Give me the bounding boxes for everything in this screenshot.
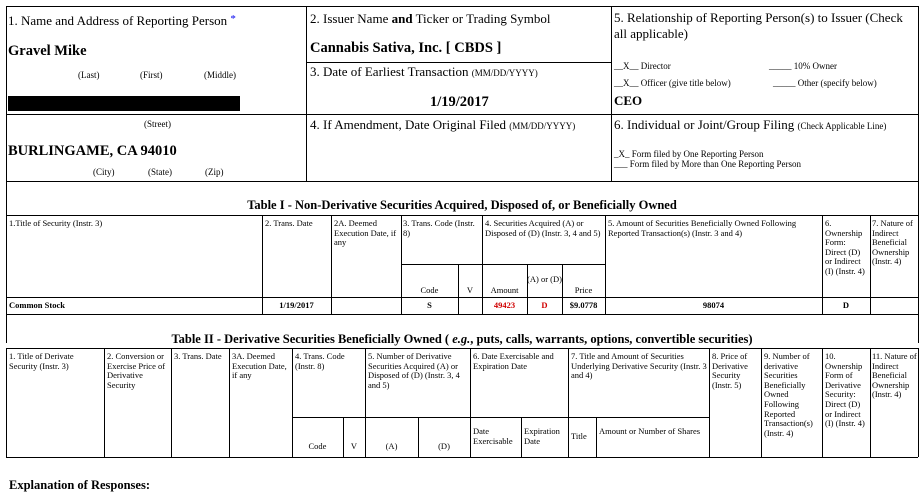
table2-title: Table II - Derivative Securities Beneficially Owned ( e.g., puts, calls, warrants, options, convertible securities) <box>171 332 753 346</box>
t2-col-exercisable: 6. Date Exercisable and Expiration Date <box>473 351 554 371</box>
explanation-heading: Explanation of Responses: <box>9 478 150 492</box>
t2-sub-amount: Amount or Number of Shares <box>599 426 701 436</box>
street-caption: (Street) <box>144 119 171 129</box>
t1-col-acquired: 4. Securities Acquired (A) or Disposed of (D) (Instr. 3, 4 and 5) <box>485 218 601 238</box>
t2-col-deemed: 3A. Deemed Execution Date, if any <box>232 351 287 381</box>
t1-sub-amount: Amount <box>490 285 519 295</box>
row-ownership-form: D <box>842 300 850 310</box>
box1-label: 1. Name and Address of Reporting Person * <box>8 13 236 28</box>
t1-col-deemed: 2A. Deemed Execution Date, if any <box>334 218 397 248</box>
middle-caption: (Middle) <box>204 70 236 80</box>
row-price: $9.0778 <box>569 300 598 310</box>
reporting-person-name: Gravel Mike <box>8 43 87 59</box>
box4-label: 4. If Amendment, Date Original Filed (MM/DD/YYYY) <box>310 117 576 132</box>
t1-sub-v: V <box>466 285 474 295</box>
t2-col-conversion: 2. Conversion or Exercise Price of Derivative Security <box>107 351 166 390</box>
t1-sub-code: Code <box>420 285 439 295</box>
zip-caption: (Zip) <box>205 167 224 177</box>
first-caption: (First) <box>140 70 163 80</box>
t2-sub-v: V <box>350 441 358 451</box>
officer-line: __X__ Officer (give title below) <box>614 78 731 88</box>
t1-sub-a-or-d: (A) or (D) <box>527 274 562 284</box>
t1-col-nature: 7. Nature of Indirect Beneficial Ownership (Instr. 4) <box>872 218 913 267</box>
t1-col-ownership: 6. Ownership Form: Direct (D) or Indirect (I) (Instr. 4) <box>825 218 865 276</box>
state-caption: (State) <box>148 167 172 177</box>
t2-sub-expiration: Expiration Date <box>524 426 560 446</box>
city-state-zip: BURLINGAME, CA 94010 <box>8 143 177 159</box>
officer-title: CEO <box>614 93 643 108</box>
t2-sub-title: Title <box>571 431 587 441</box>
redacted-address <box>8 96 240 111</box>
more-persons-line: ___ Form filed by More than One Reporting Person <box>614 159 801 169</box>
box6-label: 6. Individual or Joint/Group Filing (Check Applicable Line) <box>614 117 887 132</box>
box2-label: 2. Issuer Name and Ticker or Trading Symbol <box>310 11 551 26</box>
city-caption: (City) <box>93 167 115 177</box>
t2-col-nature: 11. Nature of Indirect Beneficial Ownership (Instr. 4) <box>872 351 917 400</box>
one-person-line: _X_ Form filed by One Reporting Person <box>614 149 764 159</box>
issuer-name: Cannabis Sativa, Inc. [ CBDS ] <box>310 40 502 56</box>
t2-col-date: 3. Trans. Date <box>174 351 222 361</box>
ten-percent-line: _____ 10% Owner <box>769 61 837 71</box>
t1-sub-price: Price <box>574 285 593 295</box>
t1-col-date: 2. Trans. Date <box>265 218 313 228</box>
t2-col-ownership: 10. Ownership Form of Derivative Security: Direct (D) or Indirect (I) (Instr. 4) <box>825 351 865 429</box>
row-trans-code: S <box>427 300 432 310</box>
t1-col-title: 1.Title of Security (Instr. 3) <box>9 218 103 228</box>
t2-col-number: 5. Number of Derivative Securities Acquired (A) or Disposed of (D) (Instr. 3, 4 and 5) <box>368 351 460 390</box>
t2-sub-exercisable: Date Exercisable <box>473 426 513 446</box>
box3-label: 3. Date of Earliest Transaction (MM/DD/YYYY) <box>310 64 538 79</box>
t2-sub-a: (A) <box>385 441 398 451</box>
footnote-link[interactable]: * <box>230 13 236 25</box>
row-trans-date: 1/19/2017 <box>279 300 314 310</box>
earliest-transaction-date: 1/19/2017 <box>430 94 489 110</box>
row-owned-after: 98074 <box>702 300 725 310</box>
other-line: _____ Other (specify below) <box>773 78 877 88</box>
row-security-title: Common Stock <box>9 300 65 310</box>
row-amount: 49423 <box>493 300 516 310</box>
t2-sub-d: (D) <box>438 441 450 451</box>
t2-col-price: 8. Price of Derivative Security (Instr. 5) <box>712 351 748 390</box>
box5-label: 5. Relationship of Reporting Person(s) to Issuer (Check all applicable) <box>614 10 903 41</box>
t2-col-title: 1. Title of Derivate Security (Instr. 3) <box>9 351 74 371</box>
t2-col-owned: 9. Number of derivative Securities Beneficially Owned Following Reported Transaction(s) (Instr. 4) <box>764 351 813 438</box>
t2-sub-code: Code <box>308 441 327 451</box>
t2-col-underlying: 7. Title and Amount of Securities Underlying Derivative Security (Instr. 3 and 4) <box>571 351 707 381</box>
t1-col-code: 3. Trans. Code (Instr. 8) <box>403 218 475 238</box>
table1-title: Table I - Non-Derivative Securities Acquired, Disposed of, or Beneficially Owned <box>247 198 677 212</box>
last-caption: (Last) <box>78 70 100 80</box>
t1-col-amount-owned: 5. Amount of Securities Beneficially Owned Following Reported Transaction(s) (Instr. 3 and 4) <box>608 218 797 238</box>
t2-col-code: 4. Trans. Code (Instr. 8) <box>295 351 345 371</box>
director-line: __X__ Director <box>614 61 671 71</box>
row-a-or-d: D <box>541 300 548 310</box>
